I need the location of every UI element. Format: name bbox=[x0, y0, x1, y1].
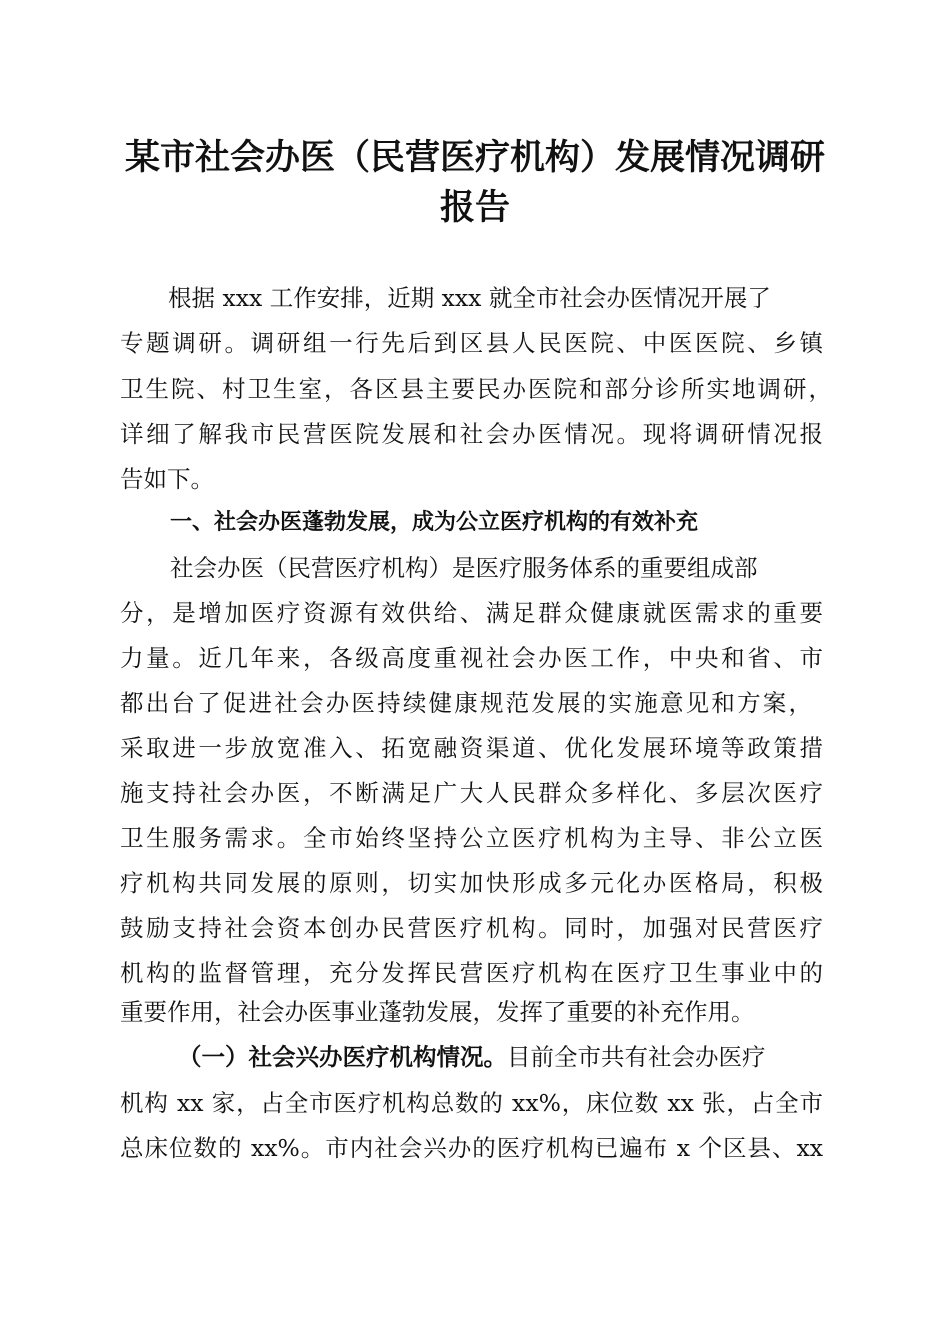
section-1-line-2: 分，是增加医疗资源有效供给、满足群众健康就医需求的重要 bbox=[120, 599, 823, 627]
section-1-heading: 一、社会办医蓬勃发展，成为公立医疗机构的有效补充 bbox=[170, 510, 699, 535]
section-1-line-6: 施支持社会办医，不断满足广大人民群众多样化、多层次医疗 bbox=[120, 779, 823, 807]
section-1-line-11: 重要作用，社会办医事业蓬勃发展，发挥了重要的补充作用。 bbox=[120, 998, 755, 1026]
document-title-line-2: 报告 bbox=[439, 187, 510, 228]
document-title-line-1: 某市社会办医（民营医疗机构）发展情况调研 bbox=[124, 137, 825, 178]
section-1-line-8: 疗机构共同发展的原则，切实加快形成多元化办医格局，积极 bbox=[120, 869, 823, 897]
section-1-line-3: 力量。近几年来，各级高度重视社会办医工作，中央和省、市 bbox=[120, 644, 823, 672]
section-1-line-5: 采取进一步放宽准入、拓宽融资渠道、优化发展环境等政策措 bbox=[120, 734, 823, 762]
subsection-1-line-2: 机构 xx 家，占全市医疗机构总数的 xx%，床位数 xx 张，占全市 bbox=[120, 1089, 823, 1117]
section-1-line-9: 鼓励支持社会资本创办民营医疗机构。同时，加强对民营医疗 bbox=[120, 914, 823, 942]
subsection-1-line-1 bbox=[178, 1042, 823, 1072]
intro-line-4: 详细了解我市民营医院发展和社会办医情况。现将调研情况报 bbox=[120, 420, 823, 448]
intro-line-1: 根据 xxx 工作安排，近期 xxx 就全市社会办医情况开展了 bbox=[168, 284, 771, 312]
section-1-line-4: 都出台了促进社会办医持续健康规范发展的实施意见和方案， bbox=[120, 689, 812, 717]
subsection-1-label: （一）社会兴办医疗机构情况。 bbox=[178, 1043, 507, 1071]
intro-line-5: 告如下。 bbox=[120, 465, 214, 493]
intro-line-3: 卫生院、村卫生室，各区县主要民办医院和部分诊所实地调研， bbox=[120, 375, 832, 403]
subsection-1-line-3: 总床位数的 xx%。市内社会兴办的医疗机构已遍布 x 个区县、xx bbox=[120, 1134, 823, 1162]
subsection-1-line-1-rest: 目前全市共有社会办医疗 bbox=[507, 1043, 766, 1071]
section-1-line-1: 社会办医（民营医疗机构）是医疗服务体系的重要组成部 bbox=[170, 554, 758, 582]
intro-line-2: 专题调研。调研组一行先后到区县人民医院、中医医院、乡镇 bbox=[120, 329, 823, 357]
section-1-line-10: 机构的监督管理，充分发挥民营医疗机构在医疗卫生事业中的 bbox=[120, 959, 823, 987]
section-1-line-7: 卫生服务需求。全市始终坚持公立医疗机构为主导、非公立医 bbox=[120, 824, 823, 852]
